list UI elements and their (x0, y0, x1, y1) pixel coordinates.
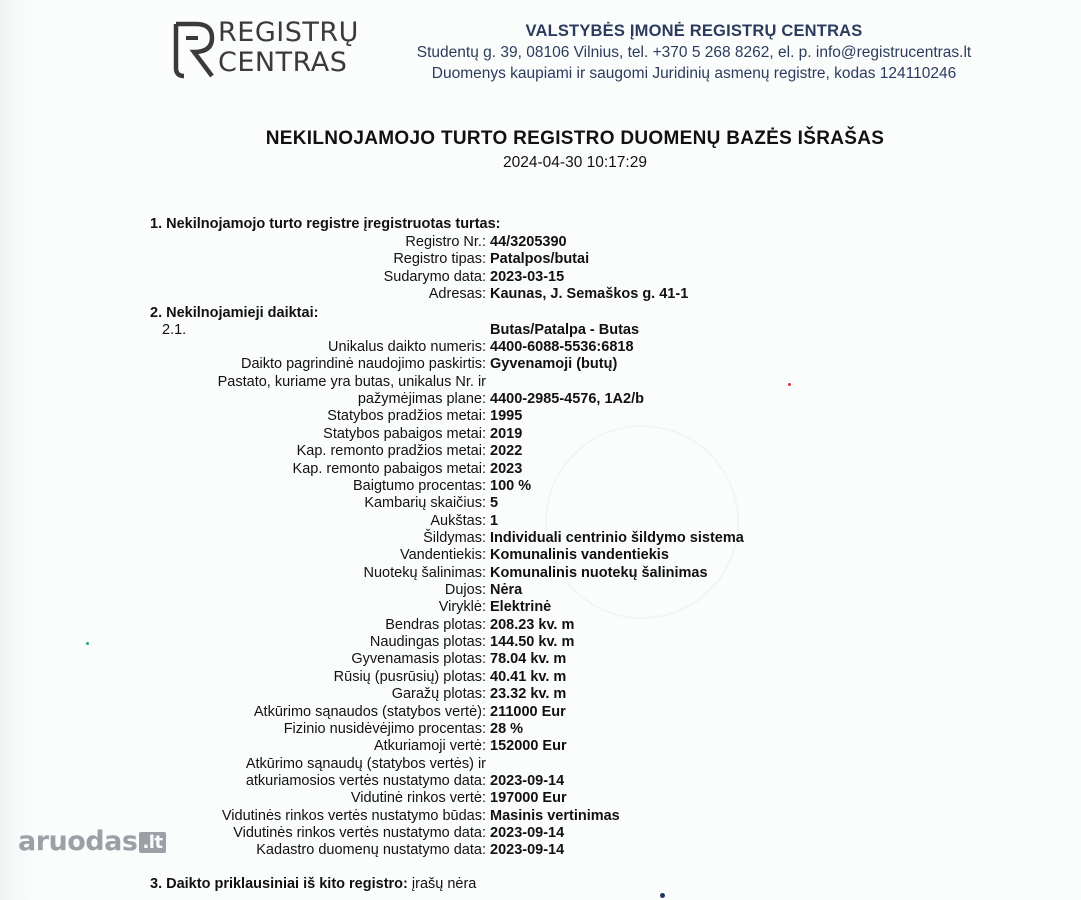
field-value: 44/3205390 (490, 234, 567, 250)
section-3-value: įrašų nėra (411, 876, 477, 892)
item-title: Butas/Patalpa - Butas (490, 322, 640, 338)
field-label: Fizinio nusidėvėjimo procentas: (283, 720, 486, 737)
field-label: Rūsių (pusrūsių) plotas: (333, 668, 486, 685)
organization-name: VALSTYBĖS ĮMONĖ REGISTRŲ CENTRAS (525, 22, 863, 40)
field-value: Komunalinis nuotekų šalinimas (490, 564, 708, 581)
field-row (0, 269, 1081, 287)
field-value: 1 (490, 512, 499, 529)
field-label: Vidutinės rinkos vertės nustatymo data: (233, 825, 486, 842)
field-row (0, 339, 1081, 357)
field-label: Sudarymo data: (383, 268, 486, 285)
field-row (0, 356, 1081, 374)
field-row (0, 756, 1081, 774)
field-label: Kadastro duomenų nustatymo data: (256, 842, 486, 859)
field-value: Gyvenamoji (butų) (490, 356, 618, 373)
field-value: Elektrinė (490, 599, 552, 616)
field-value: 4400-2985-4576, 1A2/b (490, 391, 644, 408)
field-label: Baigtumo procentas: (353, 477, 486, 494)
document-datetime: 2024-04-30 10:17:29 (503, 154, 647, 171)
field-label: Viryklė: (438, 599, 486, 616)
field-row (0, 651, 1081, 669)
field-value: 5 (490, 495, 499, 512)
field-value: Nėra (490, 582, 523, 599)
field-label: Garažų plotas: (391, 686, 486, 703)
field-label: Registro tipas: (393, 251, 486, 268)
field-row (0, 669, 1081, 687)
field-label: Aukštas: (430, 512, 486, 529)
item-title-row (0, 322, 1081, 340)
field-label: Naudingas plotas: (369, 634, 486, 651)
field-value: 2023-09-14 (490, 825, 565, 842)
field-row (0, 426, 1081, 444)
field-value: Masinis vertinimas (490, 807, 620, 824)
field-value: 2022 (490, 443, 523, 460)
field-label: atkuriamosios vertės nustatymo data: (245, 773, 486, 789)
field-label: Vidutinė rinkos vertė: (350, 790, 486, 807)
field-label: Statybos pabaigos metai: (323, 425, 486, 442)
field-row (0, 773, 1081, 791)
aruodas-watermark (18, 826, 166, 857)
field-value: 211000 Eur (490, 703, 566, 720)
field-row (0, 599, 1081, 617)
field-label: Pastato, kuriame yra butas, unikalus Nr. ir (217, 373, 486, 390)
section-3-line (150, 876, 476, 892)
field-value: 2023-09-14 (490, 773, 565, 789)
field-label: Vidutinės rinkos vertės nustatymo būdas: (221, 807, 486, 824)
field-row (0, 790, 1081, 808)
watermark-tld: .lt (139, 832, 165, 853)
field-row (0, 704, 1081, 722)
field-value: 2023-03-15 (490, 268, 565, 285)
field-label: Atkuriamoji vertė: (373, 738, 486, 755)
blue-speck (660, 893, 665, 898)
logo-r-icon (172, 18, 218, 82)
field-label: Kap. remonto pradžios metai: (296, 443, 486, 460)
field-row (0, 617, 1081, 635)
field-row (0, 808, 1081, 826)
field-row (0, 374, 1081, 392)
field-value: 78.04 kv. m (490, 651, 567, 668)
field-label: Šildymas: (423, 529, 486, 546)
field-row (0, 251, 1081, 269)
field-label: pažymėjimas plane: (357, 391, 486, 408)
field-row (0, 721, 1081, 739)
watermark-brand: aruodas (18, 826, 138, 857)
field-label: Kap. remonto pabaigos metai: (292, 460, 486, 477)
field-value: 23.32 kv. m (490, 686, 567, 703)
field-value: Komunalinis vandentiekis (490, 547, 669, 564)
field-label: Atkūrimo sąnaudos (statybos vertė): (253, 703, 486, 720)
document-title: NEKILNOJAMOJO TURTO REGISTRO DUOMENŲ BAZĖS IŠRAŠAS (265, 128, 885, 149)
field-row (0, 461, 1081, 479)
field-row (0, 686, 1081, 704)
field-label: Unikalus daikto numeris: (328, 339, 486, 355)
field-row (0, 478, 1081, 496)
field-row (0, 738, 1081, 756)
section-3-heading: 3. Daikto priklausiniai iš kito registro: (150, 876, 408, 892)
logo-line1: REGISTRŲ (218, 17, 359, 48)
field-row (0, 530, 1081, 548)
field-row (0, 286, 1081, 304)
field-label: Dujos: (444, 582, 486, 599)
field-row (0, 408, 1081, 426)
field-row (0, 234, 1081, 252)
field-label: Vandentiekis: (400, 547, 486, 564)
field-value: 208.23 kv. m (490, 616, 575, 633)
faint-stamp-mark (545, 425, 739, 619)
item-number: 2.1. (162, 322, 187, 338)
logo-line2: CENTRAS (218, 47, 348, 78)
organization-address: Studentų g. 39, 08106 Vilnius, tel. +370 5 268 8262, el. p. info@registrucentras.lt (416, 44, 972, 61)
field-value: Patalpos/butai (490, 251, 590, 268)
field-row (0, 391, 1081, 409)
organization-header (366, 20, 1022, 84)
field-value: 28 % (490, 720, 524, 737)
field-label: Bendras plotas: (385, 616, 486, 633)
field-value: 2023-09-14 (490, 842, 565, 859)
field-label: Atkūrimo sąnaudų (statybos vertės) ir (245, 755, 486, 772)
field-value: 40.41 kv. m (490, 668, 567, 685)
field-value: 1995 (490, 408, 523, 425)
field-row (0, 495, 1081, 513)
field-row (0, 547, 1081, 565)
field-value: 4400-6088-5536:6818 (490, 339, 634, 355)
field-value: 152000 Eur (490, 738, 567, 755)
field-row (0, 443, 1081, 461)
field-value: Individuali centrinio šildymo sistema (490, 529, 744, 546)
field-value: 144.50 kv. m (490, 634, 575, 651)
section-2-heading: 2. Nekilnojamieji daiktai: (150, 305, 319, 321)
field-label: Adresas: (428, 286, 486, 303)
section-1-heading: 1. Nekilnojamojo turto registre įregistruotas turtas: (150, 216, 501, 232)
field-value: 2023 (490, 460, 523, 477)
field-value: 100 % (490, 477, 532, 494)
field-label: Nuotekų šalinimas: (363, 564, 486, 581)
field-value: Kaunas, J. Semaškos g. 41-1 (490, 286, 689, 303)
field-row (0, 634, 1081, 652)
organization-register: Duomenys kaupiami ir saugomi Juridinių asmenų registre, kodas 124110246 (431, 65, 957, 82)
field-label: Statybos pradžios metai: (327, 408, 486, 425)
green-speck (86, 642, 89, 645)
field-label: Daikto pagrindinė naudojimo paskirtis: (240, 356, 486, 373)
red-speck (788, 383, 791, 386)
field-value: 2019 (490, 425, 523, 442)
field-label: Registro Nr.: (405, 234, 486, 250)
registru-centras-logo (172, 18, 362, 82)
field-row (0, 582, 1081, 600)
field-label: Kambarių skaičius: (364, 495, 486, 512)
field-row (0, 513, 1081, 531)
field-value: 197000 Eur (490, 790, 567, 807)
field-label: Gyvenamasis plotas: (351, 651, 486, 668)
field-row (0, 565, 1081, 583)
